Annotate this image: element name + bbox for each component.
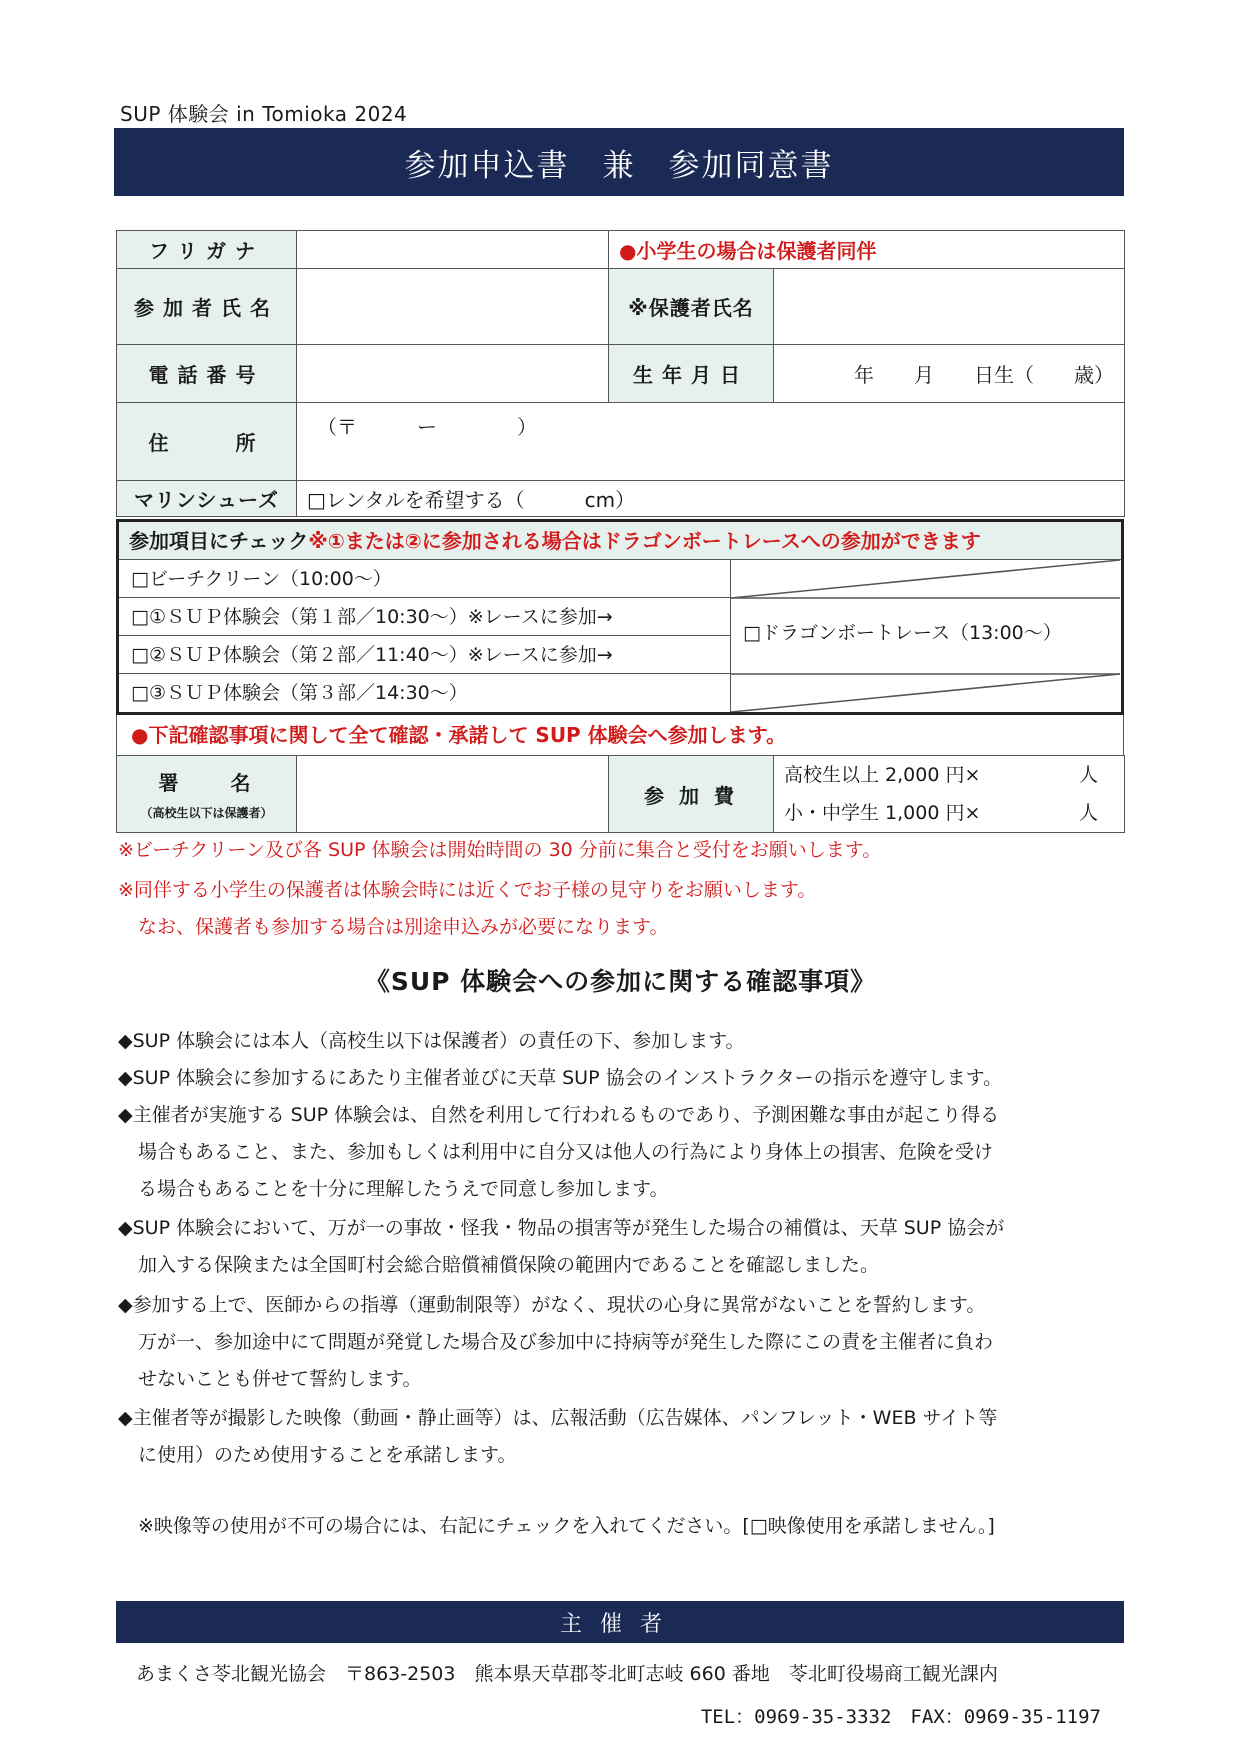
- marine-shoes-label: マリンシューズ: [117, 481, 297, 517]
- confirm-item-6-line-1: ◆主催者等が撮影した映像（動画・静止画等）は、広報活動（広告媒体、パンフレット・WEB サイト等: [118, 1407, 998, 1429]
- participant-name-label: 参加者氏名: [117, 269, 297, 345]
- confirm-item-6-line-2: に使用）のため使用することを承諾します。: [138, 1444, 517, 1466]
- shoes-rental-checkbox[interactable]: □レンタルを希望する（ cm）: [297, 481, 1125, 517]
- fee-child-text: 小・中学生 1,000 円×: [784, 802, 981, 824]
- signature-label-cell: [117, 756, 297, 833]
- confirm-item-5-line-2: 万が一、参加途中にて問題が発覚した場合及び参加中に持病等が発生した際にこの責を主催者に負わ: [138, 1331, 994, 1353]
- organizer-bar: [116, 1601, 1124, 1643]
- fee-unit-person: 人: [1078, 802, 1098, 824]
- guardian-notice: ●小学生の場合は保護者同伴: [609, 231, 1125, 269]
- beach-clean-checkbox[interactable]: □ビーチクリーン（10:00～）: [119, 560, 730, 598]
- video-consent-note[interactable]: ※映像等の使用が不可の場合には、右記にチェックを入れてください。[□映像使用を承諾しません。]: [138, 1515, 995, 1537]
- note-arrival: ※ビーチクリーン及び各 SUP 体験会は開始時間の 30 分前に集合と受付をお願いします。: [118, 839, 882, 861]
- address-field[interactable]: （〒 ー ）: [297, 403, 1125, 481]
- participant-name-field[interactable]: [297, 269, 609, 345]
- note-guardian: ※同伴する小学生の保護者は体験会時には近くでお子様の見守りをお願いします。: [118, 879, 817, 901]
- checklist-header: [119, 522, 1121, 560]
- phone-label: 電話番号: [117, 345, 297, 403]
- organizer-label: 主催者: [559, 1611, 680, 1637]
- dragon-boat-cell: [730, 560, 1121, 712]
- address-label: 住 所: [117, 403, 297, 481]
- confirmation-statement: ●下記確認事項に関して全て確認・承諾して SUP 体験会へ参加します。: [116, 715, 1124, 755]
- sup-session-1-checkbox[interactable]: □①ＳＵＰ体験会（第１部／10:30～）※レースに参加→: [119, 598, 730, 636]
- checklist-header-title: 参加項目にチェック: [129, 529, 309, 553]
- fee-high-school-text: 高校生以上 2,000 円×: [784, 764, 981, 786]
- dragon-boat-checkbox[interactable]: □ドラゴンボートレース（13:00～）: [743, 622, 1062, 644]
- birthdate-label: 生年月日: [609, 345, 774, 403]
- confirm-item-4: [118, 1210, 1128, 1284]
- checklist-header-note: ※①または②に参加される場合はドラゴンボートレースへの参加ができます: [308, 529, 981, 553]
- confirm-item-3-line-2: 場合もあること、また、参加もしくは利用中に自分又は他人の行為により身体上の損害、危険を受け: [138, 1141, 994, 1163]
- confirm-item-6: [118, 1400, 1128, 1474]
- confirm-item-1: [118, 1023, 1128, 1060]
- signature-fee-table: [116, 755, 1125, 833]
- document-title-bar: [114, 128, 1124, 196]
- guardian-name-label: ※保護者氏名: [609, 269, 774, 345]
- confirm-item-3-line-3: る場合もあることを十分に理解したうえで同意し参加します。: [138, 1178, 669, 1200]
- confirm-item-5-line-1: ◆参加する上で、医師からの指導（運動制限等）がなく、現状の心身に異常がないことを誓約します。: [118, 1294, 986, 1316]
- confirm-item-2-line-1: ◆SUP 体験会に参加するにあたり主催者並びに天草 SUP 協会のインストラクターの指示を遵守します。: [118, 1067, 1003, 1089]
- note-guardian-application: なお、保護者も参加する場合は別途申込みが必要になります。: [138, 916, 669, 938]
- document-title: 参加申込書 兼 参加同意書: [404, 147, 834, 184]
- fee-cell: [774, 756, 1125, 833]
- sup-session-3-checkbox[interactable]: □③ＳＵＰ体験会（第３部／14:30～）: [131, 682, 468, 704]
- confirm-item-5-line-3: せないことも併せて誓約します。: [138, 1368, 422, 1390]
- birthdate-field[interactable]: 年 月 日生（ 歳）: [774, 345, 1125, 403]
- confirm-item-3: [118, 1097, 1128, 1208]
- confirm-item-5: [118, 1287, 1128, 1398]
- confirmation-heading: 《SUP 体験会への参加に関する確認事項》: [364, 967, 877, 996]
- signature-label: 署 名: [158, 771, 255, 795]
- furigana-field[interactable]: [297, 231, 609, 269]
- organizer-address: あまくさ苓北観光協会 〒863-2503 熊本県天草郡苓北町志岐 660 番地 苓北町役場商工観光課内: [136, 1663, 998, 1685]
- organizer-contact: TEL：0969-35-3332 FAX：0969-35-1197: [700, 1706, 1101, 1728]
- fee-label: 参 加 費: [609, 756, 774, 833]
- event-name: SUP 体験会 in Tomioka 2024: [120, 102, 408, 126]
- furigana-label: フリガナ: [117, 231, 297, 269]
- fee-high-school-row[interactable]: [784, 756, 1098, 794]
- signature-sublabel: （高校生以下は保護者）: [140, 806, 273, 820]
- confirm-item-4-line-1: ◆SUP 体験会において、万が一の事故・怪我・物品の損害等が発生した場合の補償は、天草 SUP 協会が: [118, 1217, 1005, 1239]
- confirm-item-4-line-2: 加入する保険または全国町村会総合賠償補償保険の範囲内であることを確認しました。: [138, 1254, 880, 1276]
- fee-child-row[interactable]: [784, 794, 1098, 832]
- confirm-item-3-line-1: ◆主催者が実施する SUP 体験会は、自然を利用して行われるものであり、予測困難な事由が起こり得る: [118, 1104, 1000, 1126]
- participation-checklist: [116, 519, 1124, 715]
- fee-unit-person: 人: [1078, 764, 1098, 786]
- phone-field[interactable]: [297, 345, 609, 403]
- applicant-form-table: [116, 230, 1125, 517]
- guardian-name-field[interactable]: [774, 269, 1125, 345]
- confirm-item-1-line-1: ◆SUP 体験会には本人（高校生以下は保護者）の責任の下、参加します。: [118, 1030, 745, 1052]
- sup-session-2-checkbox[interactable]: □②ＳＵＰ体験会（第２部／11:40～）※レースに参加→: [119, 636, 730, 674]
- signature-field[interactable]: [297, 756, 609, 833]
- confirm-item-2: [118, 1060, 1128, 1097]
